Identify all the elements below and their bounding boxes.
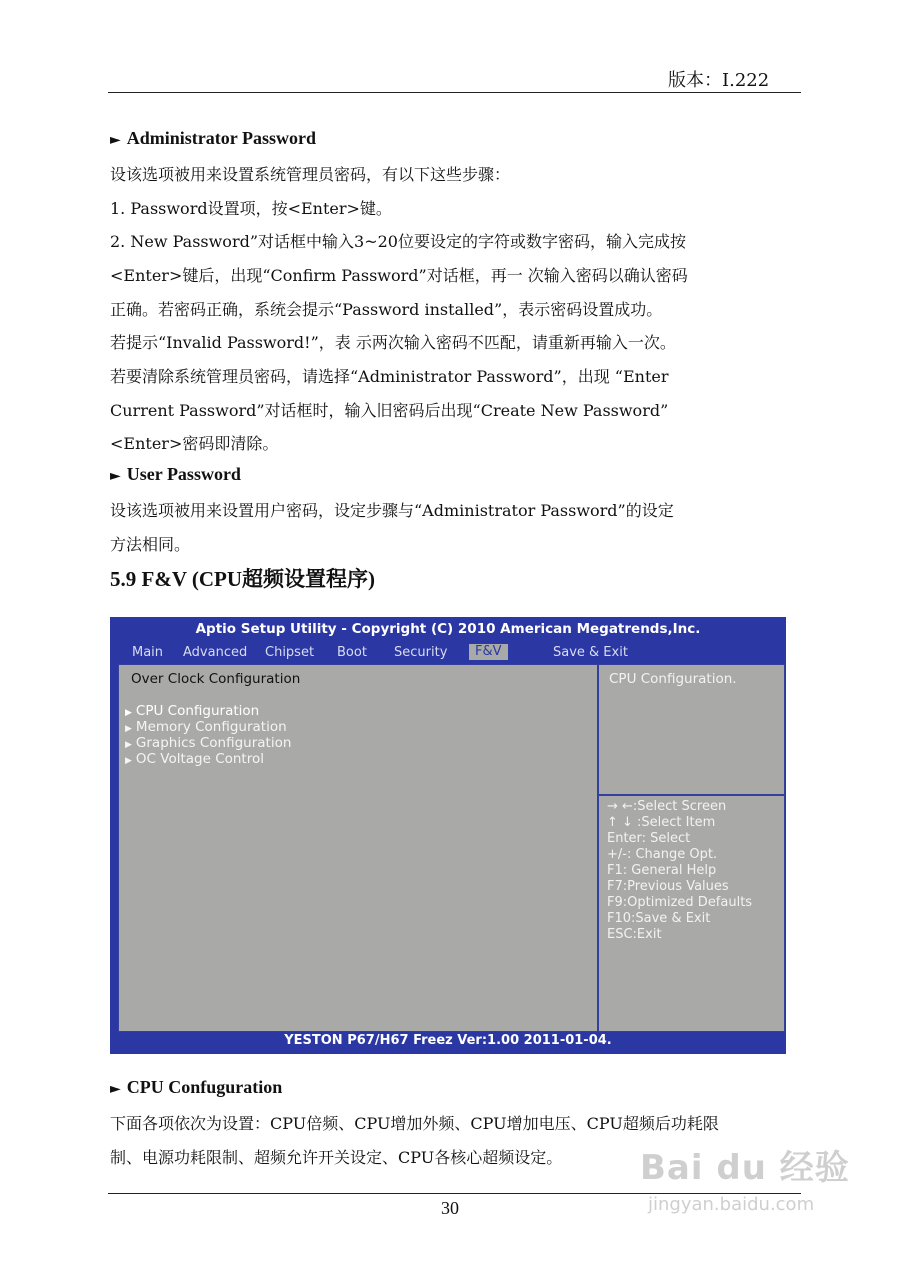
- help-text: CPU Configuration.: [609, 671, 737, 687]
- submenu-arrow-icon: ▶: [125, 708, 132, 718]
- cpu-line: 下面各项依次为设置：CPU倍频、CPU增加外频、CPU增加电压、CPU超频后功耗限: [110, 1114, 719, 1133]
- key-hint: F7:Previous Values: [607, 879, 729, 894]
- admin-line: 1. Password设置项，按<Enter>键。: [110, 199, 392, 218]
- bios-screenshot: [110, 617, 786, 1054]
- watermark-url: jingyan.baidu.com: [648, 1194, 815, 1215]
- tab-chipset[interactable]: Chipset: [265, 645, 315, 660]
- admin-line: 若提示“Invalid Password!”，表 示两次输入密码不匹配，请重新再输入一次。: [110, 333, 676, 352]
- submenu-arrow-icon: ▶: [125, 756, 132, 766]
- admin-line: Current Password”对话框时，输入旧密码后出现“Create New Password”: [110, 401, 669, 420]
- section-title: 5.9 F&V (CPU超频设置程序): [110, 567, 376, 591]
- admin-line: 若要清除系统管理员密码，请选择“Administrator Password”，出现 “Enter: [110, 367, 669, 386]
- admin-line: 正确。若密码正确，系统会提示“Password installed”，表示密码设置成功。: [110, 300, 663, 319]
- bios-footer: YESTON P67/H67 Freez Ver:1.00 2011-01-04.: [284, 1033, 612, 1048]
- bios-title: Aptio Setup Utility - Copyright (C) 2010 American Megatrends,Inc.: [195, 621, 701, 637]
- triangle-bullet-icon: ►: [110, 132, 121, 148]
- admin-line: <Enter>密码即清除。: [110, 434, 279, 453]
- baidu-jingyan-watermark: [640, 1140, 850, 1215]
- key-hint: +/-: Change Opt.: [607, 847, 718, 862]
- triangle-bullet-icon: ►: [110, 468, 121, 484]
- admin-line: <Enter>键后，出现“Confirm Password”对话框，再一 次输入密码以确认密码: [110, 266, 688, 285]
- menu-item-label: Graphics Configuration: [135, 735, 292, 751]
- admin-heading: [110, 128, 316, 149]
- bios-main-panel: [118, 664, 785, 1032]
- tab-boot[interactable]: Boot: [337, 645, 367, 660]
- menu-item-oc-voltage-control[interactable]: [125, 751, 264, 767]
- pane-divider: [597, 665, 599, 1031]
- tab-save-exit[interactable]: Save & Exit: [553, 645, 628, 660]
- key-hint: Enter: Select: [607, 831, 691, 846]
- page-number: 30: [441, 1198, 459, 1218]
- key-hint: ESC:Exit: [607, 927, 662, 942]
- tab-security[interactable]: Security: [394, 645, 448, 660]
- version-label: 版本：I.222: [668, 70, 770, 91]
- tab-advanced[interactable]: Advanced: [183, 645, 248, 660]
- cpu-heading-text: CPU Confuguration: [126, 1077, 283, 1097]
- triangle-bullet-icon: ►: [110, 1081, 121, 1097]
- key-legend: [607, 799, 752, 943]
- menu-item-label: OC Voltage Control: [135, 751, 264, 767]
- key-hint: F1: General Help: [607, 863, 717, 878]
- watermark-logo: Bai du 经验: [640, 1148, 850, 1188]
- submenu-arrow-icon: ▶: [125, 724, 132, 734]
- user-heading-text: User Password: [126, 464, 241, 484]
- help-divider: [599, 794, 784, 796]
- user-heading: [110, 464, 241, 485]
- header-rule: [108, 92, 801, 93]
- admin-line: 设该选项被用来设置系统管理员密码，有以下这些步骤：: [110, 165, 511, 184]
- key-hint: ↑ ↓ :Select Item: [607, 815, 716, 830]
- key-hint: F10:Save & Exit: [607, 911, 711, 926]
- bios-section-title: Over Clock Configuration: [131, 671, 301, 687]
- bios-options-pane: [119, 665, 597, 1031]
- tab-main[interactable]: Main: [132, 645, 164, 660]
- menu-item-label: Memory Configuration: [135, 719, 287, 735]
- admin-heading-text: Administrator Password: [126, 128, 316, 148]
- menu-item-memory-configuration[interactable]: [125, 719, 287, 735]
- bios-tab-bar: [110, 643, 786, 662]
- key-hint: → ←:Select Screen: [607, 799, 727, 814]
- admin-line: 2. New Password”对话框中输入3~20位要设定的字符或数字密码，输入完成按: [110, 232, 686, 251]
- key-hint: F9:Optimized Defaults: [607, 895, 753, 910]
- menu-item-cpu-configuration[interactable]: [125, 703, 259, 719]
- cpu-line: 制、电源功耗限制、超频允许开关设定、CPU各核心超频设定。: [110, 1148, 563, 1167]
- tab-fv[interactable]: F&V: [469, 644, 508, 660]
- user-line: 设该选项被用来设置用户密码，设定步骤与“Administrator Password”的设定: [110, 501, 674, 520]
- cpu-heading: [110, 1077, 282, 1098]
- submenu-arrow-icon: ▶: [125, 740, 132, 750]
- menu-item-graphics-configuration[interactable]: [125, 735, 291, 751]
- user-line: 方法相同。: [110, 535, 191, 554]
- menu-item-label: CPU Configuration: [135, 703, 260, 719]
